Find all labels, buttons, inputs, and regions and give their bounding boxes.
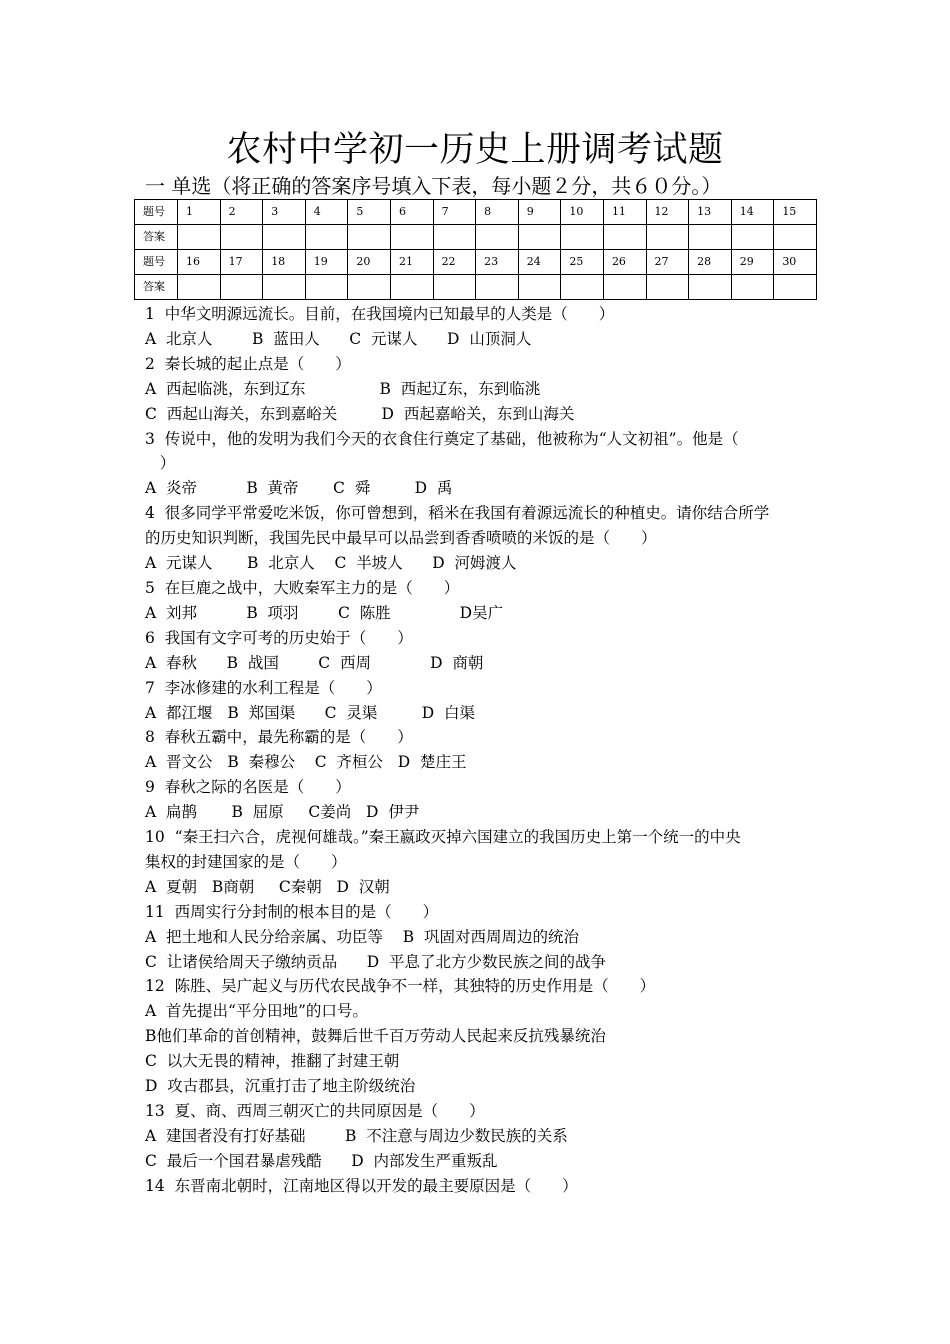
question-number-cell: 29 bbox=[731, 250, 774, 275]
answer-cell[interactable] bbox=[178, 225, 221, 250]
question-number-cell: 25 bbox=[561, 250, 604, 275]
answer-cell[interactable] bbox=[646, 275, 689, 300]
answer-cell[interactable] bbox=[348, 225, 391, 250]
question-number-cell: 18 bbox=[263, 250, 306, 275]
question-line: 11 西周实行分封制的根本目的是（ ） bbox=[145, 902, 439, 921]
question-line: 6 我国有文字可考的历史始于（ ） bbox=[145, 628, 413, 647]
question-line: A 建国者没有打好基础 B 不注意与周边少数民族的关系 bbox=[145, 1126, 568, 1145]
question-line: A 西起临洮，东到辽东 B 西起辽东，东到临洮 bbox=[145, 379, 541, 398]
answer-cell[interactable] bbox=[476, 275, 519, 300]
answer-cell[interactable] bbox=[348, 275, 391, 300]
question-line: D 攻古郡县，沉重打击了地主阶级统治 bbox=[145, 1077, 416, 1096]
question-number-cell: 9 bbox=[518, 200, 561, 225]
question-line: C 让诸侯给周天子缴纳贡品 D 平息了北方少数民族之间的战争 bbox=[145, 952, 607, 971]
answer-row bbox=[135, 225, 817, 250]
answer-cell[interactable] bbox=[263, 275, 306, 300]
answer-row-label: 答案 bbox=[135, 275, 178, 300]
question-number-cell: 11 bbox=[603, 200, 646, 225]
question-line: 集权的封建国家的是（ ） bbox=[145, 852, 347, 871]
answer-cell[interactable] bbox=[220, 225, 263, 250]
answer-cell[interactable] bbox=[561, 275, 604, 300]
number-row bbox=[135, 200, 817, 225]
question-line: 3 传说中，他的发明为我们今天的衣食住行奠定了基础，他被称为“人文初祖”。他是（ bbox=[145, 429, 739, 448]
question-line: C 最后一个国君暴虐残酷 D 内部发生严重叛乱 bbox=[145, 1151, 498, 1170]
question-list bbox=[145, 302, 815, 1199]
answer-cell[interactable] bbox=[603, 225, 646, 250]
question-number-cell: 5 bbox=[348, 200, 391, 225]
question-number-cell: 12 bbox=[646, 200, 689, 225]
answer-cell[interactable] bbox=[476, 225, 519, 250]
question-line: 14 东晋南北朝时，江南地区得以开发的最主要原因是（ ） bbox=[145, 1176, 578, 1195]
question-number-cell: 1 bbox=[178, 200, 221, 225]
question-line: 2 秦长城的起止点是（ ） bbox=[145, 354, 351, 373]
question-number-cell: 19 bbox=[305, 250, 348, 275]
number-row bbox=[135, 250, 817, 275]
number-row-label: 题号 bbox=[135, 200, 178, 225]
question-number-cell: 17 bbox=[220, 250, 263, 275]
question-number-cell: 14 bbox=[731, 200, 774, 225]
answer-cell[interactable] bbox=[178, 275, 221, 300]
question-number-cell: 27 bbox=[646, 250, 689, 275]
question-number-cell: 8 bbox=[476, 200, 519, 225]
question-line: A 北京人 B 蓝田人 C 元谋人 D 山顶洞人 bbox=[145, 329, 532, 348]
answer-cell[interactable] bbox=[774, 225, 817, 250]
answer-cell[interactable] bbox=[561, 225, 604, 250]
answer-cell[interactable] bbox=[390, 275, 433, 300]
exam-title: 农村中学初一历史上册调考试题 bbox=[226, 130, 724, 170]
question-line: 4 很多同学平常爱吃米饭，你可曾想到，稻米在我国有着源远流长的种植史。请你结合所学 bbox=[145, 504, 770, 523]
question-line: 9 春秋之际的名医是（ ） bbox=[145, 778, 351, 797]
question-line: 5 在巨鹿之战中，大败秦军主力的是（ ） bbox=[145, 578, 460, 597]
question-number-cell: 13 bbox=[689, 200, 732, 225]
question-number-cell: 24 bbox=[518, 250, 561, 275]
answer-row bbox=[135, 275, 817, 300]
answer-cell[interactable] bbox=[305, 225, 348, 250]
answer-cell[interactable] bbox=[433, 275, 476, 300]
question-line: A 都江堰 B 郑国渠 C 灵渠 D 白渠 bbox=[145, 703, 475, 722]
question-number-cell: 3 bbox=[263, 200, 306, 225]
question-line: 8 春秋五霸中，最先称霸的是（ ） bbox=[145, 728, 413, 747]
question-number-cell: 20 bbox=[348, 250, 391, 275]
section-heading: 一 单选（将正确的答案序号填入下表，每小题２分，共６０分。） bbox=[145, 174, 722, 198]
question-line: 7 李冰修建的水利工程是（ ） bbox=[145, 678, 382, 697]
question-number-cell: 10 bbox=[561, 200, 604, 225]
question-number-cell: 4 bbox=[305, 200, 348, 225]
question-number-cell: 26 bbox=[603, 250, 646, 275]
question-line: A 首先提出“平分田地”的口号。 bbox=[145, 1002, 368, 1021]
answer-cell[interactable] bbox=[305, 275, 348, 300]
question-number-cell: 7 bbox=[433, 200, 476, 225]
answer-cell[interactable] bbox=[433, 225, 476, 250]
answer-cell[interactable] bbox=[263, 225, 306, 250]
question-line: A 夏朝 B商朝 C秦朝 D 汉朝 bbox=[145, 877, 390, 896]
question-number-cell: 23 bbox=[476, 250, 519, 275]
answer-cell[interactable] bbox=[603, 275, 646, 300]
question-number-cell: 6 bbox=[390, 200, 433, 225]
question-line: 10 “秦王扫六合，虎视何雄哉。”秦王嬴政灭掉六国建立的我国历史上第一个统一的中央 bbox=[145, 828, 741, 847]
question-line: A 扁鹊 B 屈原 C姜尚 D 伊尹 bbox=[145, 803, 420, 822]
answer-cell[interactable] bbox=[774, 275, 817, 300]
question-number-cell: 28 bbox=[689, 250, 732, 275]
answer-cell[interactable] bbox=[689, 225, 732, 250]
answer-row-label: 答案 bbox=[135, 225, 178, 250]
question-line: A 春秋 B 战国 C 西周 D 商朝 bbox=[145, 653, 484, 672]
question-line: 13 夏、商、西周三朝灭亡的共同原因是（ ） bbox=[145, 1102, 485, 1120]
answer-sheet-table bbox=[134, 199, 817, 300]
question-number-cell: 30 bbox=[774, 250, 817, 275]
answer-cell[interactable] bbox=[731, 225, 774, 250]
question-line: A 炎帝 B 黄帝 C 舜 D 禹 bbox=[145, 479, 453, 498]
question-line: A 晋文公 B 秦穆公 C 齐桓公 D 楚庄王 bbox=[145, 753, 467, 772]
answer-cell[interactable] bbox=[689, 275, 732, 300]
number-row-label: 题号 bbox=[135, 250, 178, 275]
answer-cell[interactable] bbox=[220, 275, 263, 300]
question-line: ） bbox=[145, 454, 176, 473]
question-line: A 刘邦 B 项羽 C 陈胜 D吴广 bbox=[145, 603, 504, 622]
answer-cell[interactable] bbox=[731, 275, 774, 300]
question-line: 的历史知识判断，我国先民中最早可以品尝到香香喷喷的米饭的是（ ） bbox=[145, 529, 657, 548]
question-number-cell: 15 bbox=[774, 200, 817, 225]
answer-cell[interactable] bbox=[390, 225, 433, 250]
question-number-cell: 2 bbox=[220, 200, 263, 225]
question-line: 12 陈胜、吴广起义与历代农民战争不一样，其独特的历史作用是（ ） bbox=[145, 977, 656, 996]
answer-cell[interactable] bbox=[518, 275, 561, 300]
question-line: A 元谋人 B 北京人 C 半坡人 D 河姆渡人 bbox=[145, 554, 517, 573]
question-number-cell: 22 bbox=[433, 250, 476, 275]
question-number-cell: 21 bbox=[390, 250, 433, 275]
question-line: C 西起山海关，东到嘉峪关 D 西起嘉峪关，东到山海关 bbox=[145, 404, 575, 423]
answer-cell[interactable] bbox=[646, 225, 689, 250]
question-line: A 把土地和人民分给亲属、功臣等 B 巩固对西周周边的统治 bbox=[145, 927, 580, 946]
question-line: 1 中华文明源远流长。目前，在我国境内已知最早的人类是（ ） bbox=[145, 305, 615, 323]
question-number-cell: 16 bbox=[178, 250, 221, 275]
answer-cell[interactable] bbox=[518, 225, 561, 250]
question-line: B他们革命的首创精神，鼓舞后世千百万劳动人民起来反抗残暴统治 bbox=[145, 1027, 606, 1046]
question-line: C 以大无畏的精神，推翻了封建王朝 bbox=[145, 1052, 400, 1071]
